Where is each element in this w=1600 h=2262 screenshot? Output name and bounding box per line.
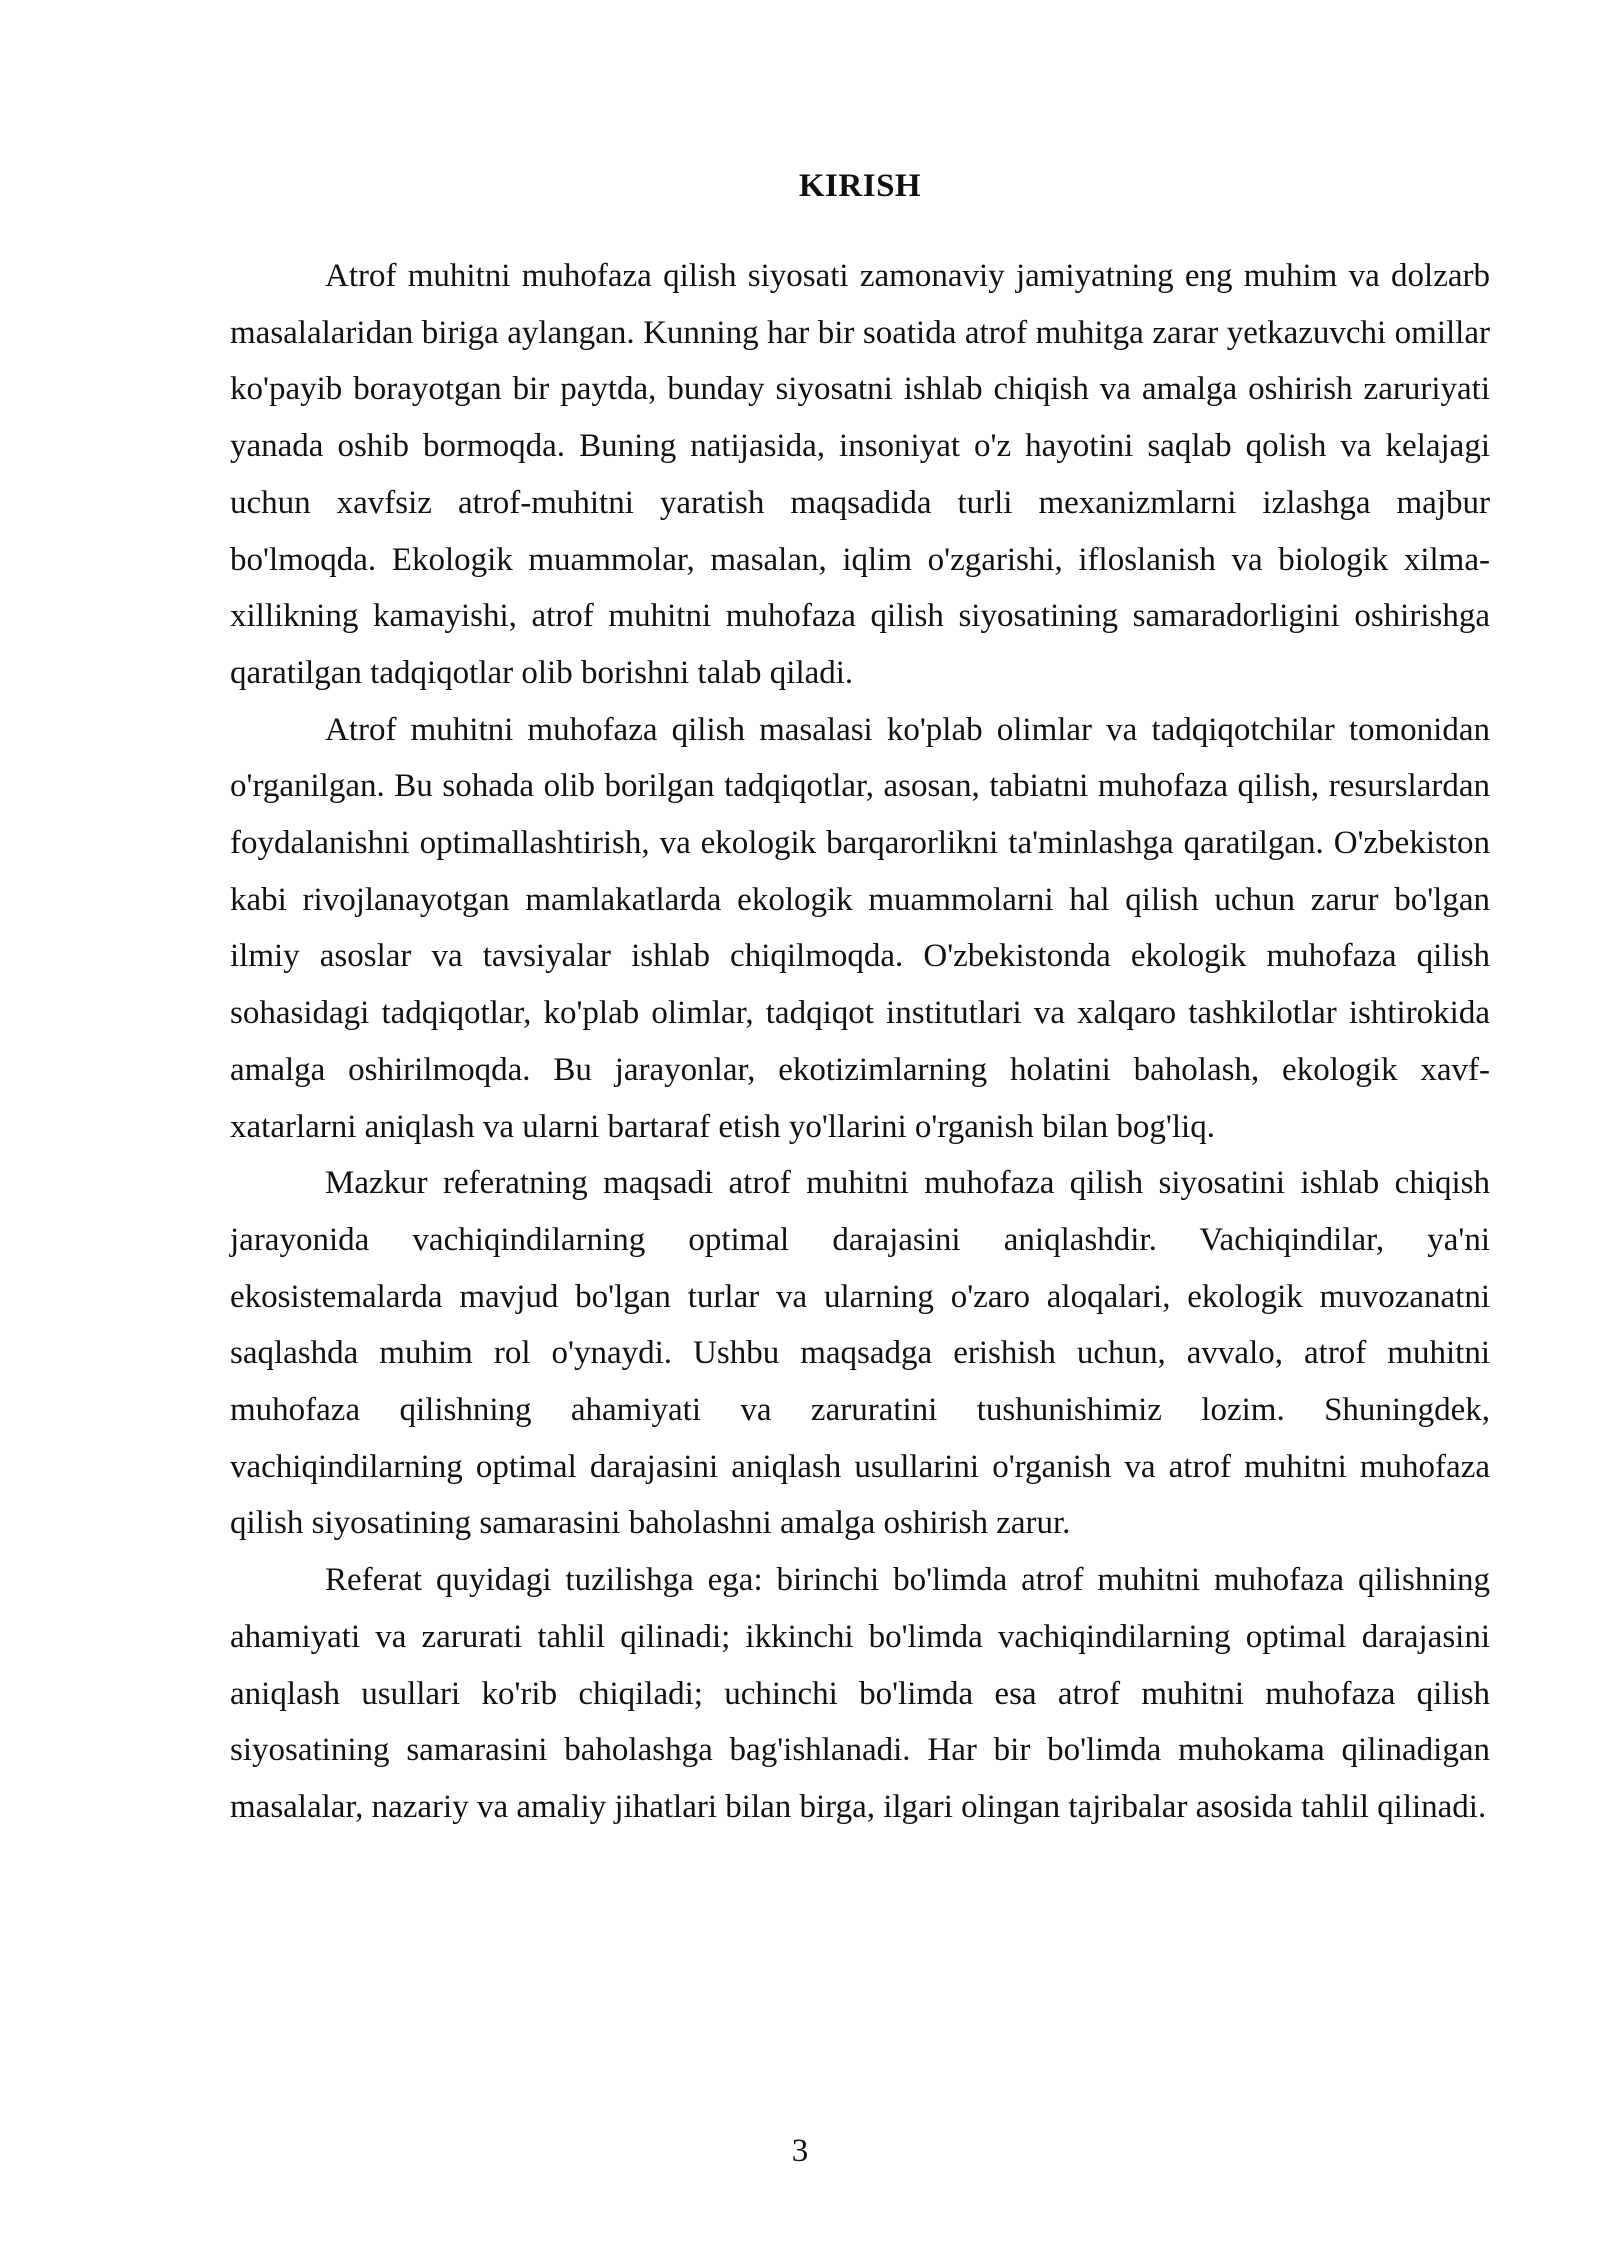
paragraph-3: Mazkur referatning maqsadi atrof muhitni muhofaza qilish siyosatini ishlab chiqish jarayonida vachiqindilarning optimal darajasini aniqlashdir. Vachiqindilar, ya'ni ekosistemalarda mavjud bo'lgan turlar va ularning o'zaro aloqalari, ekologik muvozanatni saqlashda muhim rol o'ynaydi. Ushbu maqsadga erishish uchun, avvalo, atrof muhitni muhofaza qilishning ahamiyati va zaruratini tushunishimiz lozim. Shuningdek, vachiqindilarning optimal darajasini aniqlash usullarini o'rganish va atrof muhitni muhofaza qilish siyosatining samarasini baholashni amalga oshirish zarur. [230, 1165, 1490, 1542]
paragraph-1: Atrof muhitni muhofaza qilish siyosati zamonaviy jamiyatning eng muhim va dolzarb masalalaridan biriga aylangan. Kunning har bir soatida atrof muhitga zarar yetkazuvchi omillar ko'payib borayotgan bir paytda, bunday siyosatni ishlab chiqish va amalga oshirish zaruriyati yanada oshib bormoqda. Buning natijasida, insoniyat o'z hayotini saqlab qolish va kelajagi uchun xavfsiz atrof-muhitni yaratish maqsadida turli mexanizmlarni izlashga majbur bo'lmoqda. Ekologik muammolar, masalan, iqlim o'zgarishi, ifloslanish va biologik xilma-xillikning kamayishi, atrof muhitni muhofaza qilish siyosatining samaradorligini oshirishga qaratilgan tadqiqotlar olib borishni talab qiladi. [230, 258, 1490, 691]
page-number: 3 [791, 2133, 809, 2169]
paragraph-2: Atrof muhitni muhofaza qilish masalasi ko'plab olimlar va tadqiqotchilar tomonidan o'rganilgan. Bu sohada olib borilgan tadqiqotlar, asosan, tabiatni muhofaza qilish, resurslardan foydalanishni optimallashtirish, va ekologik barqarorlikni ta'minlashga qaratilgan. O'zbekiston kabi rivojlanayotgan mamlakatlarda ekologik muammolarni hal qilish uchun zarur bo'lgan ilmiy asoslar va tavsiyalar ishlab chiqilmoqda. O'zbekistonda ekologik muhofaza qilish sohasidagi tadqiqotlar, ko'plab olimlar, tadqiqot institutlari va xalqaro tashkilotlar ishtirokida amalga oshirilmoqda. Bu jarayonlar, ekotizimlarning holatini baholash, ekologik xavf-xatarlarni aniqlash va ularni bartaraf etish yo'llarini o'rganish bilan bog'liq. [230, 711, 1490, 1145]
paragraph-4: Referat quyidagi tuzilishga ega: birinchi bo'limda atrof muhitni muhofaza qilishning ahamiyati va zarurati tahlil qilinadi; ikkinchi bo'limda vachiqindilarning optimal darajasini aniqlash usullari ko'rib chiqiladi; uchinchi bo'limda esa atrof muhitni muhofaza qilish siyosatining samarasini baholashga bag'ishlanadi. Har bir bo'limda muhokama qilinadigan masalalar, nazariy va amaliy jihatlari bilan birga, ilgari olingan tajribalar asosida tahlil qilinadi. [230, 1562, 1490, 1825]
section-title: KIRISH [798, 168, 922, 204]
body-text [230, 248, 1490, 1836]
